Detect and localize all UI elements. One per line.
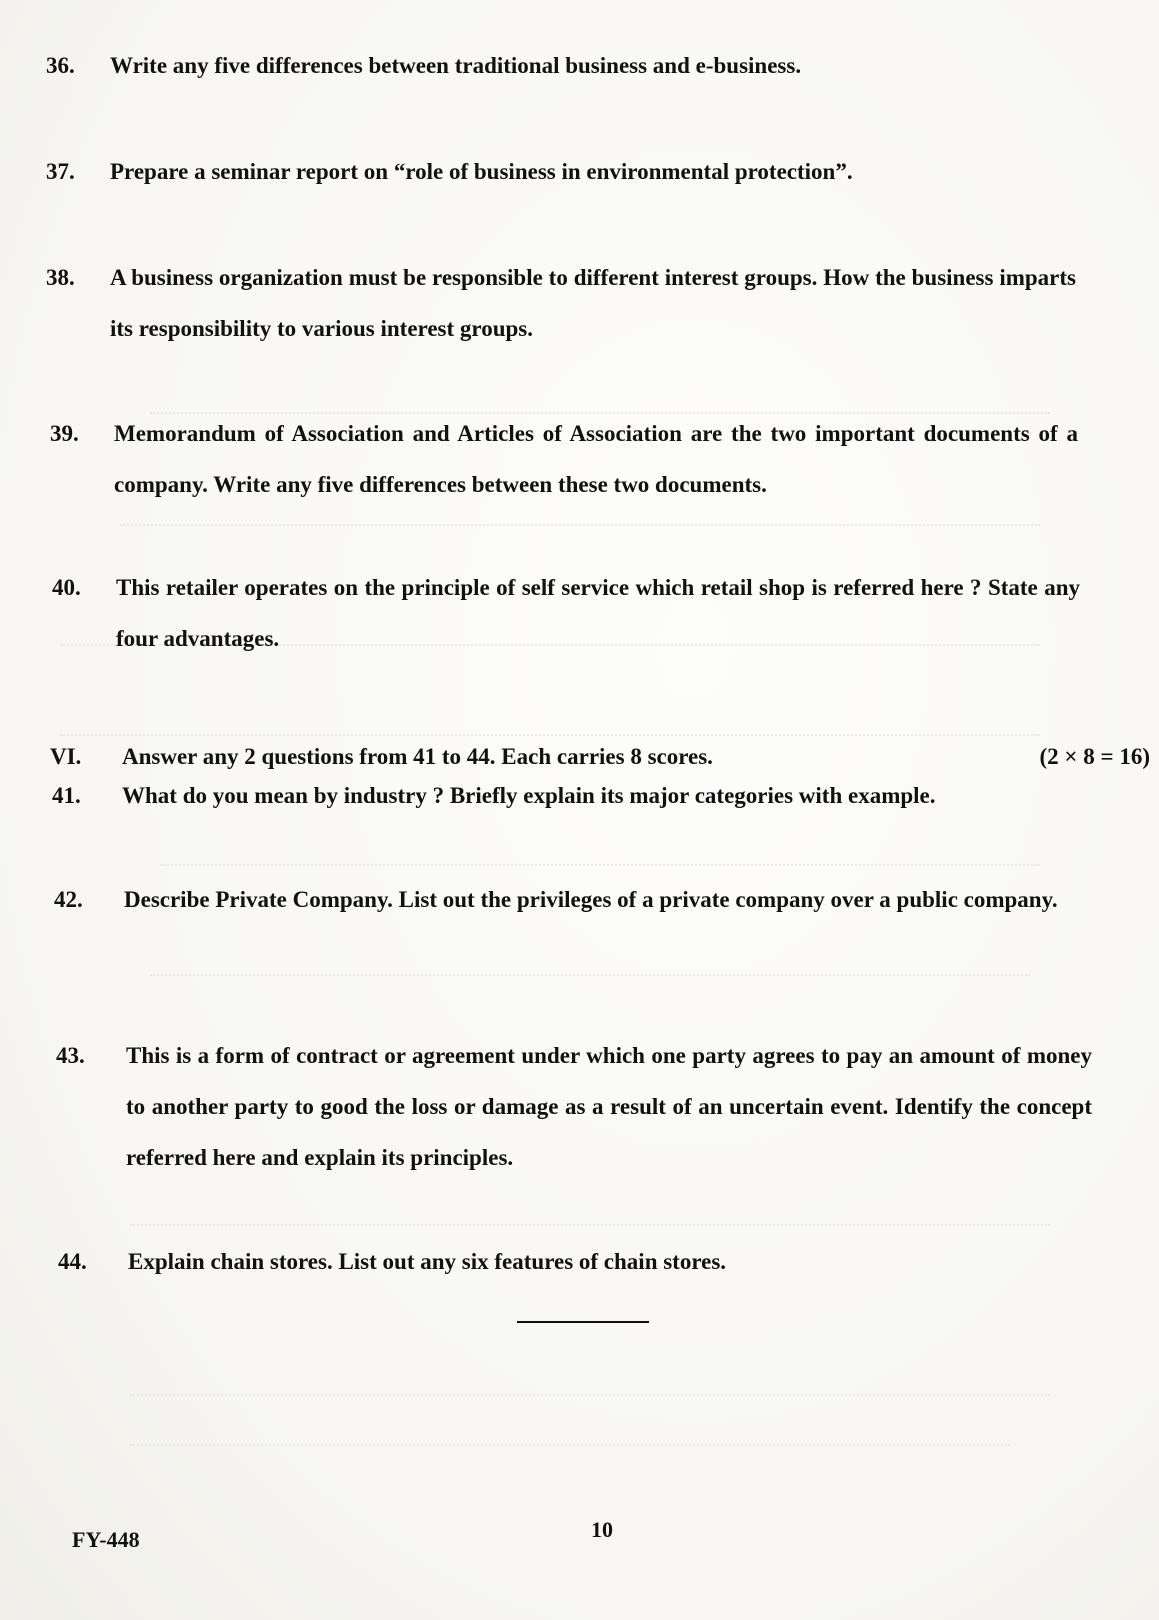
question-number: 38. <box>46 265 75 290</box>
question-number: 44. <box>58 1249 87 1274</box>
question-text: This retailer operates on the principle of self service which retail shop is referred here ? State any four advantages. <box>116 575 1080 651</box>
question-item <box>50 408 1090 510</box>
question-text: This is a form of contract or agreement under which one party agrees to pay an amount of money to another party to good the loss or damage as a result of an uncertain event. Identify the concept referred here and explain its principles. <box>126 1043 1092 1170</box>
question-text: Write any five differences between traditional business and e-business. <box>110 53 802 78</box>
question-item <box>54 874 1094 976</box>
question-number: 36. <box>46 53 75 78</box>
question-number: 43. <box>56 1043 85 1068</box>
question-text: A business organization must be responsible to different interest groups. How the business imparts its responsibility to various interest groups. <box>110 265 1076 341</box>
bleed-through-line <box>130 1430 1010 1446</box>
question-text: Prepare a seminar report on “role of business in environmental protection”. <box>110 159 853 184</box>
paper-code: FY-448 <box>72 1527 140 1552</box>
question-number: 42. <box>54 887 83 912</box>
question-number: 39. <box>50 421 79 446</box>
bleed-through-line <box>130 1210 1050 1226</box>
question-item <box>52 562 1092 664</box>
question-number: 37. <box>46 159 75 184</box>
question-item <box>56 1030 1096 1183</box>
question-item <box>52 770 1092 821</box>
bleed-through-line <box>130 1380 1050 1396</box>
bleed-through-line <box>60 720 1040 736</box>
question-text: Explain chain stores. List out any six features of chain stores. <box>128 1249 727 1274</box>
bleed-through-line <box>160 850 1040 866</box>
question-item <box>46 146 1086 197</box>
question-text: Describe Private Company. List out the privileges of a private company over a public company. <box>124 887 1058 912</box>
section-instruction: Answer any 2 questions from 41 to 44. Each carries 8 scores. <box>122 744 713 769</box>
question-number: 41. <box>52 783 81 808</box>
question-text: Memorandum of Association and Articles of Association are the two important documents of a company. Write any five differences between these two documents. <box>114 421 1078 497</box>
section-roman-numeral: VI. <box>50 744 82 769</box>
question-item <box>46 40 1086 91</box>
question-item <box>58 1236 1098 1287</box>
end-divider <box>517 1321 649 1323</box>
question-number: 40. <box>52 575 81 600</box>
question-text: What do you mean by industry ? Briefly explain its major categories with example. <box>122 783 936 808</box>
question-item <box>46 252 1086 354</box>
section-score: (2 × 8 = 16) <box>1039 744 1150 769</box>
bleed-through-line <box>120 510 1040 526</box>
page-number: 10 <box>591 1517 613 1542</box>
